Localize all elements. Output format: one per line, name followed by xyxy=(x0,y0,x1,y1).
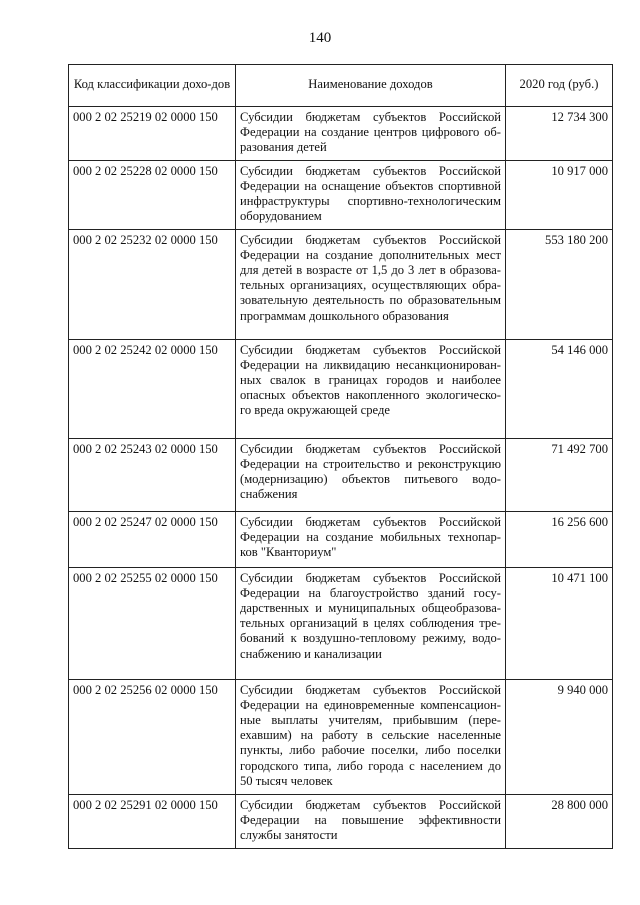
income-name: Субсидии бюджетам субъектов Российской Федерации на создание дополнительных мест для детей в возрасте от 1,5 до 3 лет в образова-тельных организациях, осуществляющих обра-зовательную деятельность по образовательным программам дошкольного образования xyxy=(236,229,506,339)
classification-code: 000 2 02 25256 02 0000 150 xyxy=(69,679,236,794)
income-name: Субсидии бюджетам субъектов Российской Федерации на повышение эффективности службы занятости xyxy=(236,794,506,848)
income-name: Субсидии бюджетам субъектов Российской Федерации на создание центров цифрового об-разования детей xyxy=(236,107,506,161)
header-amount: 2020 год (руб.) xyxy=(506,65,613,107)
classification-code: 000 2 02 25291 02 0000 150 xyxy=(69,794,236,848)
amount-2020: 10 471 100 xyxy=(506,567,613,679)
table-row xyxy=(69,438,613,511)
classification-code: 000 2 02 25242 02 0000 150 xyxy=(69,339,236,438)
header-code: Код классификации дохо-дов xyxy=(69,65,236,107)
amount-2020: 54 146 000 xyxy=(506,339,613,438)
amount-2020: 12 734 300 xyxy=(506,107,613,161)
income-table xyxy=(68,64,613,849)
table-row xyxy=(69,511,613,567)
income-name: Субсидии бюджетам субъектов Российской Федерации на единовременные компенсацион-ные выплаты учителям, прибывшим (пере-ехавшим) на работу в сельские населенные пункты, либо рабочие поселки, либо поселки городского типа, либо города с населением до 50 тысяч человек xyxy=(236,679,506,794)
page-number: 140 xyxy=(308,30,332,46)
table-row xyxy=(69,107,613,161)
table-row xyxy=(69,794,613,848)
income-name: Субсидии бюджетам субъектов Российской Федерации на строительство и реконструкцию (модернизацию) объектов питьевого водо-снабжения xyxy=(236,438,506,511)
table-header-row xyxy=(69,65,613,107)
amount-2020: 28 800 000 xyxy=(506,794,613,848)
table-row xyxy=(69,567,613,679)
income-name: Субсидии бюджетам субъектов Российской Федерации на благоустройство зданий госу-дарственных и муниципальных общеобразова-тельных организаций в целях соблюдения тре-бований к воздушно-тепловому режиму, водо-снабжению и канализации xyxy=(236,567,506,679)
table-row xyxy=(69,339,613,438)
income-name: Субсидии бюджетам субъектов Российской Федерации на создание мобильных технопар-ков "Кванториум" xyxy=(236,511,506,567)
table-row xyxy=(69,679,613,794)
classification-code: 000 2 02 25255 02 0000 150 xyxy=(69,567,236,679)
amount-2020: 9 940 000 xyxy=(506,679,613,794)
table-row xyxy=(69,160,613,229)
income-name: Субсидии бюджетам субъектов Российской Федерации на оснащение объектов спортивной инфраструктуры спортивно-технологическим оборудованием xyxy=(236,160,506,229)
classification-code: 000 2 02 25247 02 0000 150 xyxy=(69,511,236,567)
amount-2020: 71 492 700 xyxy=(506,438,613,511)
classification-code: 000 2 02 25228 02 0000 150 xyxy=(69,160,236,229)
income-name: Субсидии бюджетам субъектов Российской Федерации на ликвидацию несанкционирован-ных свалок в границах городов и наиболее опасных объектов накопленного экологическо-го вреда окружающей среде xyxy=(236,339,506,438)
classification-code: 000 2 02 25219 02 0000 150 xyxy=(69,107,236,161)
amount-2020: 10 917 000 xyxy=(506,160,613,229)
amount-2020: 553 180 200 xyxy=(506,229,613,339)
table-row xyxy=(69,229,613,339)
amount-2020: 16 256 600 xyxy=(506,511,613,567)
classification-code: 000 2 02 25243 02 0000 150 xyxy=(69,438,236,511)
header-name: Наименование доходов xyxy=(236,65,506,107)
classification-code: 000 2 02 25232 02 0000 150 xyxy=(69,229,236,339)
